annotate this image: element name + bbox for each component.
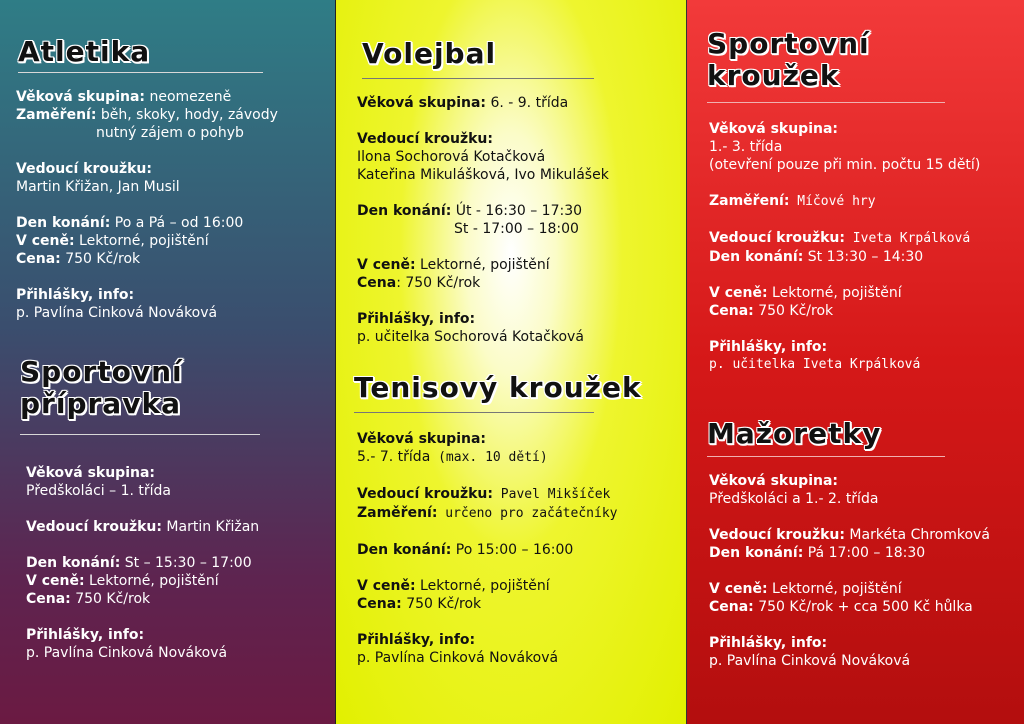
day-value: Pá 17:00 – 18:30 [803, 545, 926, 561]
apply-label: Přihlášky, info: [709, 635, 828, 651]
price-label: Cena: [709, 303, 754, 319]
leader-value: Pavel Mikšíček [492, 487, 611, 502]
day-value: Po 15:00 – 16:00 [451, 542, 574, 558]
age-value: 6. - 9. třída [486, 95, 569, 111]
sportovni-pripravka-section [20, 356, 260, 435]
day-label: Den konání: [357, 203, 452, 219]
tenis-section [354, 371, 642, 413]
leader-value: Markéta Chromková [844, 527, 990, 543]
price-value: 750 Kč/rok + cca 500 Kč hůlka [753, 599, 973, 615]
price-label: Cena: [357, 596, 402, 612]
day-label: Den konání: [709, 249, 804, 265]
leader-label: Vedoucí kroužku: [357, 131, 493, 147]
apply-value: p. učitelka Iveta Krpálková [709, 357, 921, 372]
sportovni-krouzek-section [707, 28, 945, 103]
title-divider [707, 102, 945, 103]
apply-label: Přihlášky, info: [357, 632, 476, 648]
age-label: Věková skupina: [357, 431, 487, 447]
age-value: 5.- 7. třída [357, 449, 431, 465]
middle-column [336, 0, 686, 724]
right-column [686, 0, 1024, 724]
atletika-section [18, 36, 263, 73]
age-value: Předškoláci a 1.- 2. třída [709, 491, 879, 507]
sportovni-krouzek-title-line2: kroužek [707, 59, 840, 92]
apply-value: p. učitelka Sochorová Kotačková [357, 329, 584, 345]
mazoretky-info [709, 472, 1021, 670]
age-label: Věková skupina: [709, 473, 839, 489]
price-value: 750 Kč/rok [753, 303, 834, 319]
focus-value: běh, skoky, hody, závody [96, 107, 278, 123]
leader-label: Vedoucí kroužku: [709, 230, 845, 246]
age-label: Věková skupina: [357, 95, 487, 111]
apply-label: Přihlášky, info: [26, 627, 145, 643]
sportovni-pripravka-title-line1: Sportovní [20, 355, 183, 388]
age-note: (max. 10 dětí) [430, 450, 548, 465]
focus-value-continued: nutný zájem o pohyb [96, 125, 244, 141]
day-value: Po a Pá – od 16:00 [110, 215, 244, 231]
left-column [0, 0, 336, 724]
leader-value-1: Ilona Sochorová Kotačková [357, 149, 546, 165]
leader-value: Iveta Krpálková [844, 231, 971, 246]
leader-value-2: Kateřina Mikulášková, Ivo Mikulášek [357, 167, 609, 183]
price-label: Cena: [26, 591, 71, 607]
focus-label: Zaměření: [357, 505, 438, 521]
volejbal-title: Volejbal [362, 37, 497, 70]
apply-value: p. Pavlína Cinková Nováková [16, 305, 218, 321]
leader-label: Vedoucí kroužku: [26, 519, 162, 535]
mazoretky-section [707, 418, 945, 457]
volejbal-info [357, 94, 682, 346]
price-incl-label: V ceně: [709, 581, 768, 597]
leader-value: Martin Křižan [161, 519, 260, 535]
mazoretky-title: Mažoretky [707, 417, 882, 450]
age-label: Věková skupina: [26, 465, 156, 481]
price-value: 750 Kč/rok [401, 596, 482, 612]
age-label: Věková skupina: [709, 121, 839, 137]
price-label: Cena [357, 275, 397, 291]
price-label: Cena: [709, 599, 754, 615]
price-value: 750 Kč/rok [60, 251, 141, 267]
tenis-info [357, 430, 682, 667]
day-label: Den konání: [26, 555, 121, 571]
leader-label: Vedoucí kroužku: [709, 527, 845, 543]
age-value: 1.- 3. třída [709, 139, 783, 155]
apply-value: p. Pavlína Cinková Nováková [709, 653, 911, 669]
sportovni-pripravka-title-line2: přípravka [20, 387, 181, 420]
leader-label: Vedoucí kroužku: [357, 486, 493, 502]
age-value: Předškoláci – 1. třída [26, 483, 171, 499]
tenis-title: Tenisový kroužek [354, 371, 642, 404]
sportovni-pripravka-info [26, 464, 331, 662]
day-value-1: Út - 16:30 – 17:30 [451, 203, 583, 219]
age-value: neomezeně [145, 89, 232, 105]
volejbal-section [362, 38, 594, 79]
price-incl-value: Lektorné, pojištění [84, 573, 219, 589]
price-value: : 750 Kč/rok [396, 275, 481, 291]
day-value: St 13:30 – 14:30 [803, 249, 924, 265]
day-label: Den konání: [357, 542, 452, 558]
day-value: St – 15:30 – 17:00 [120, 555, 252, 571]
title-divider [354, 412, 594, 413]
day-label: Den konání: [709, 545, 804, 561]
title-divider [20, 434, 260, 435]
price-incl-label: V ceně: [357, 578, 416, 594]
price-label: Cena: [16, 251, 61, 267]
title-divider [18, 72, 263, 73]
price-incl-label: V ceně: [16, 233, 75, 249]
atletika-title: Atletika [18, 35, 151, 68]
focus-value: určeno pro začátečníky [437, 506, 618, 521]
sportovni-krouzek-title-line1: Sportovní [707, 27, 870, 60]
day-label: Den konání: [16, 215, 111, 231]
price-incl-label: V ceně: [26, 573, 85, 589]
apply-label: Přihlášky, info: [709, 339, 828, 355]
age-label: Věková skupina: [16, 89, 146, 105]
price-incl-value: Lektorné, pojištění [415, 257, 550, 273]
price-incl-value: Lektorné, pojištění [767, 581, 902, 597]
apply-value: p. Pavlína Cinková Nováková [26, 645, 228, 661]
price-incl-value: Lektorné, pojištění [74, 233, 209, 249]
day-value-2: St - 17:00 – 18:00 [454, 221, 579, 237]
leader-label: Vedoucí kroužku: [16, 161, 152, 177]
focus-label: Zaměření: [16, 107, 97, 123]
leader-value: Martin Křižan, Jan Musil [16, 179, 180, 195]
price-value: 750 Kč/rok [70, 591, 151, 607]
atletika-info [16, 88, 331, 322]
age-note: (otevření pouze při min. počtu 15 dětí) [709, 157, 981, 173]
apply-label: Přihlášky, info: [16, 287, 135, 303]
price-incl-value: Lektorné, pojištění [767, 285, 902, 301]
apply-value: p. Pavlína Cinková Nováková [357, 650, 559, 666]
title-divider [362, 78, 594, 79]
sportovni-krouzek-info [709, 120, 1021, 374]
apply-label: Přihlášky, info: [357, 311, 476, 327]
title-divider [707, 456, 945, 457]
focus-value: Míčové hry [789, 194, 876, 209]
focus-label: Zaměření: [709, 193, 790, 209]
price-incl-value: Lektorné, pojištění [415, 578, 550, 594]
price-incl-label: V ceně: [357, 257, 416, 273]
price-incl-label: V ceně: [709, 285, 768, 301]
